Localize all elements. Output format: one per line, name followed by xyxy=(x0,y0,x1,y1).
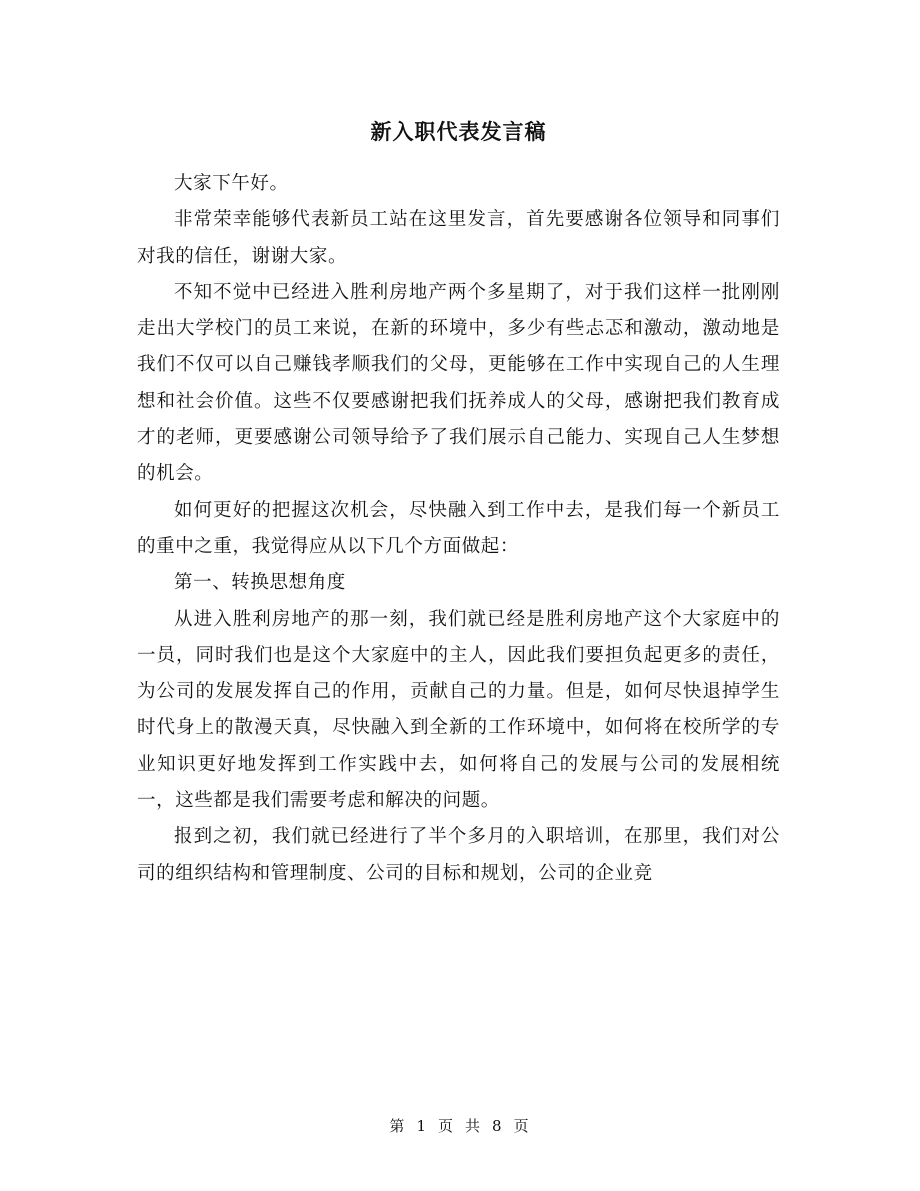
footer-total-pages: 8 xyxy=(492,1117,504,1135)
section-heading-first: 第一、转换思想角度 xyxy=(174,572,346,594)
paragraph-opportunity: 如何更好的把握这次机会，尽快融入到工作中去，是我们每一个新员工的重中之重，我觉得应从以下几个方面做起： xyxy=(137,499,780,557)
paragraph-intro: 不知不觉中已经进入胜利房地产两个多星期了，对于我们这样一批刚刚走出大学校门的员工来说，在新的环境中，多少有些忐忑和激动，激动地是我们不仅可以自己赚钱孝顺我们的父母，更能够在工作中实现自己的人生理想和社会价值。这些不仅要感谢把我们抚养成人的父母，感谢把我们教育成才的老师，更要感谢公司领导给予了我们展示自己能力、实现自己人生梦想的机会。 xyxy=(137,281,780,485)
paragraph-role: 从进入胜利房地产的那一刻，我们就已经是胜利房地产这个大家庭中的一员，同时我们也是这个大家庭中的主人，因此我们要担负起更多的责任，为公司的发展发挥自己的作用，贡献自己的力量。但是，如何尽快退掉学生时代身上的散漫天真，尽快融入到全新的工作环境中，如何将在校所学的专业知识更好地发挥到工作实践中去，如何将自己的发展与公司的发展相统一，这些都是我们需要考虑和解决的问题。 xyxy=(137,608,780,812)
paragraph-greeting: 大家下午好。 xyxy=(174,173,289,194)
paragraph-training: 报到之初，我们就已经进行了半个多月的入职培训，在那里，我们对公司的组织结构和管理制度、公司的目标和规划，公司的企业竞 xyxy=(137,826,780,884)
footer-page-label: 页 xyxy=(437,1117,455,1135)
footer-suffix: 页 xyxy=(513,1117,531,1135)
footer-current-page: 1 xyxy=(416,1117,428,1135)
footer-prefix: 第 xyxy=(389,1117,407,1135)
footer-total-label: 共 xyxy=(465,1117,483,1135)
paragraph-thanks: 非常荣幸能够代表新员工站在这里发言，首先要感谢各位领导和同事们对我的信任，谢谢大家。 xyxy=(137,209,780,267)
page-footer xyxy=(0,1115,920,1136)
document-title: 新入职代表发言稿 xyxy=(370,119,547,144)
